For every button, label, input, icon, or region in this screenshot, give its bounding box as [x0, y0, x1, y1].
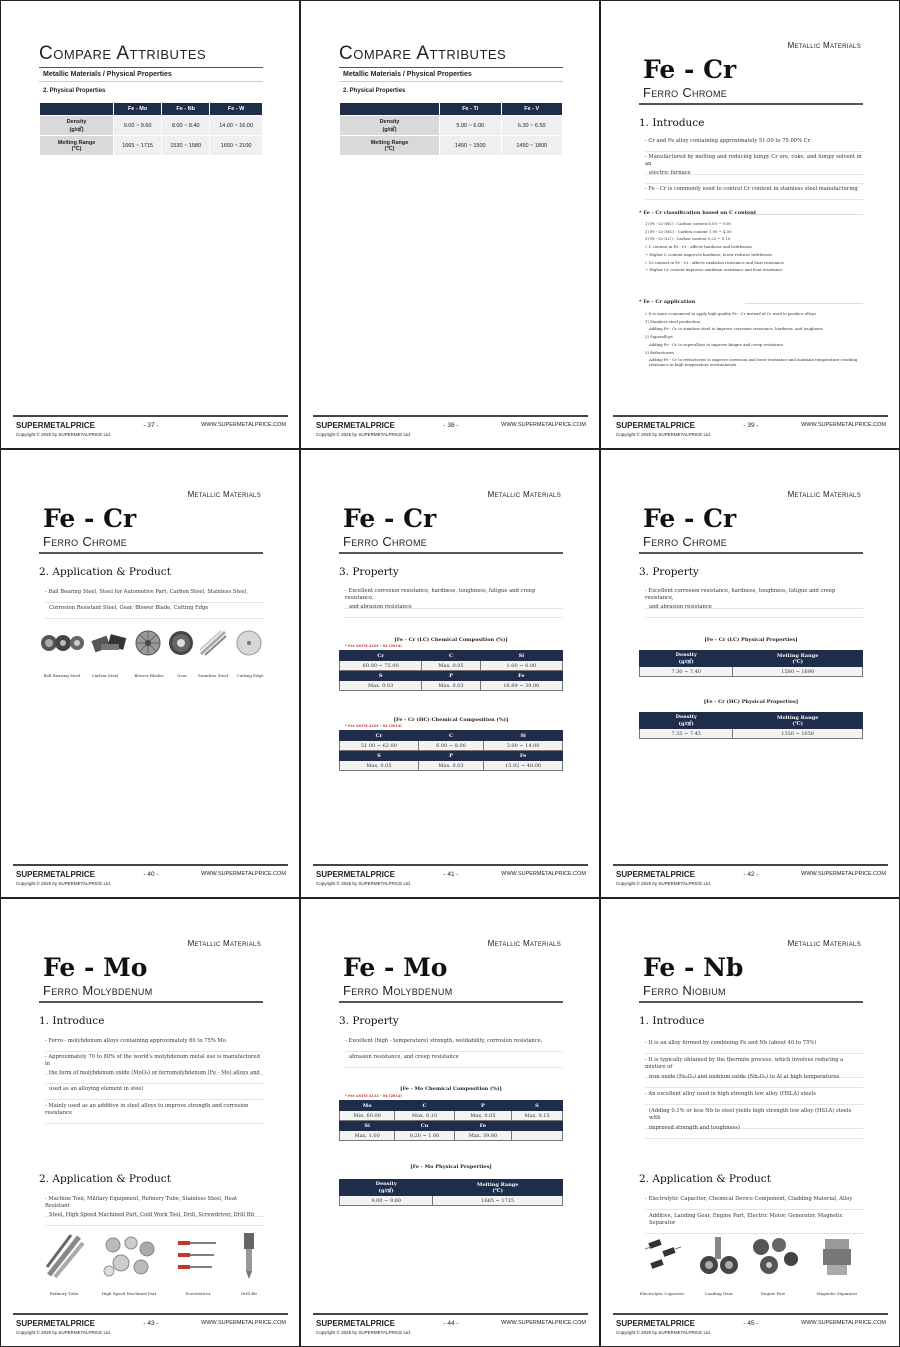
text-line: Corrosion Resistant Steel, Gear, Blower Blade, Cutting Edge: [45, 605, 263, 619]
list-item: √ It is more economical to apply high quality Fe - Cr instead of Cr used to produce alloys: [645, 311, 817, 316]
footer-url[interactable]: WWW.SUPERMETALPRICE.COM: [501, 871, 586, 877]
element-symbol: Fe - Mo: [43, 953, 148, 982]
table-cell: 7.30 ~ 7.40: [640, 667, 733, 677]
divider: [339, 1001, 563, 1003]
text-line: - It is typically obtained by the thermite process, which involves reducing a mixture of: [645, 1057, 863, 1078]
table-cell: 60.00 ~ 75.00: [340, 661, 422, 671]
list-item: 1) Fe - Cr (HC) : Carbon content 6.00 ~ 9.00: [645, 221, 731, 226]
section-heading: 1. Introduce: [639, 1015, 705, 1027]
list-item: Adding Fe - Cr to stainless steel to improve corrosion resistance, hardness, and toughness: [649, 326, 824, 332]
section-title: 2. Physical Properties: [343, 88, 406, 94]
header-cell: Fe: [480, 671, 562, 681]
footer-copyright: Copyright © 2025 by SUPERMETALPRICE Ltd.: [616, 881, 712, 886]
table-cell: 1665 ~ 1715: [433, 1196, 563, 1206]
table-title: [Fe - Cr (LC) Physical Properties]: [704, 637, 798, 643]
product-caption: Screwdriver: [185, 1291, 211, 1296]
table-cell: Max. 0.03: [340, 681, 422, 691]
text-line: - Cr and Fe alloy containing approximately 51.00 to 75.00% Cr: [645, 138, 863, 152]
page-number: - 42 -: [743, 871, 759, 878]
element-name: Ferro Molybdenum: [343, 983, 453, 998]
section-heading: 1. Introduce: [639, 117, 705, 129]
table-cell: Max. 0.10: [395, 1111, 455, 1121]
list-item: 2) Superalloys: [645, 334, 673, 340]
product-carbon-steel-image: [91, 632, 131, 658]
header-cell: Si: [340, 1121, 395, 1131]
compare-table: [339, 102, 563, 156]
page-number: - 45 -: [743, 1320, 759, 1327]
header-text: Density: [375, 1181, 397, 1187]
physical-table-mo: [339, 1179, 563, 1206]
physical-table-hc: [639, 712, 863, 739]
header-cell: C: [395, 1101, 455, 1111]
text-line: - It is an alloy formed by combining Fe and Nb (about 40 to 75%): [645, 1040, 863, 1054]
element-symbol: Fe - Cr: [643, 55, 737, 84]
list-item: → Higher Cr content improves oxidation resistance and heat resistance: [645, 267, 783, 273]
footer-copyright: Copyright © 2025 by SUPERMETALPRICE Ltd.: [316, 881, 412, 886]
page-40: [0, 449, 300, 898]
divider: [39, 81, 263, 82]
chemical-table-mo: [339, 1100, 563, 1141]
section-title: 2. Physical Properties: [43, 88, 106, 94]
text-line: Steel, High Speed Machined Part, Cold Work Tool, Drill, Screwdriver, Drill Bit: [45, 1212, 263, 1226]
page-44: [300, 898, 600, 1347]
label-unit: (℃): [384, 145, 395, 152]
row-label: [40, 136, 114, 156]
list-item: √ C content in Fe - Cr : affects hardness and brittleness: [645, 244, 752, 250]
table-cell: Max. 0.05: [454, 1111, 511, 1121]
divider: [39, 67, 263, 68]
category-label: Metallic Materials: [487, 939, 561, 948]
footer-brand: SUPERMETALPRICE: [616, 1319, 695, 1328]
element-symbol: Fe - Cr: [343, 504, 437, 533]
footer-copyright: Copyright © 2025 by SUPERMETALPRICE Ltd.: [16, 432, 112, 437]
header-cell: Fe: [484, 751, 563, 761]
table-cell: [511, 1131, 562, 1141]
element-name: Ferro Chrome: [43, 534, 128, 549]
footer-copyright: Copyright © 2025 by SUPERMETALPRICE Ltd.: [316, 1330, 412, 1335]
text-line: and abrasion resistance: [345, 604, 563, 618]
table-cell: 51.00 ~ 62.00: [340, 741, 419, 751]
footer-copyright: Copyright © 2025 by SUPERMETALPRICE Ltd.: [16, 1330, 112, 1335]
table-cell: 1450 ~ 1800: [501, 136, 563, 156]
product-ball-bearing-image: [41, 632, 85, 658]
footer-brand: SUPERMETALPRICE: [316, 421, 395, 430]
header-unit: (g/㎤): [378, 1188, 394, 1194]
chemical-table-hc: [339, 730, 563, 771]
footer-brand: SUPERMETALPRICE: [616, 421, 695, 430]
page-number: - 41 -: [443, 871, 459, 878]
footer-brand: SUPERMETALPRICE: [616, 870, 695, 879]
element-name: Ferro Chrome: [343, 534, 428, 549]
table-cell: 3.00 ~ 14.00: [484, 741, 563, 751]
text-line: - Fe - Cr is commonly used to control Cr content in stainless steel manufacturing: [645, 186, 863, 200]
page-number: - 38 -: [443, 422, 459, 429]
table-title: [Fe - Mo Physical Properties]: [410, 1164, 492, 1170]
list-item: √ Cr content in Fe - Cr : affects oxidation resistance and heat resistance: [645, 259, 784, 265]
header-cell: P: [454, 1101, 511, 1111]
footer-url[interactable]: WWW.SUPERMETALPRICE.COM: [201, 1320, 286, 1326]
footer-url[interactable]: WWW.SUPERMETALPRICE.COM: [801, 871, 886, 877]
product-engine-part-image: [749, 1235, 799, 1281]
header-text: Melting Range: [776, 652, 819, 659]
header-cell: Si: [484, 731, 563, 741]
category-label: Metallic Materials: [787, 490, 861, 499]
table-title: [Fe - Cr (LC) Chemical Composition (%)]: [394, 637, 508, 643]
footer-divider: [613, 1313, 888, 1315]
product-caption: Blower Blades: [134, 673, 164, 678]
product-caption: Gear: [177, 673, 187, 678]
footer-copyright: Copyright © 2025 by SUPERMETALPRICE Ltd.: [616, 1330, 712, 1335]
text-line: used as an alloying element in steel: [45, 1086, 263, 1100]
table-cell: 15.92 ~ 40.00: [484, 761, 563, 771]
header-cell: [40, 103, 114, 116]
divider: [339, 81, 563, 82]
section-heading: 2. Application & Product: [639, 1173, 771, 1185]
subsection-title: * Fe - Cr classification based on C content: [639, 210, 757, 216]
header-text: Melting Range: [776, 714, 819, 721]
table-cell: 7.35 ~ 7.45: [640, 729, 733, 739]
element-name: Ferro Niobium: [643, 983, 726, 998]
list-item: 3) Refractories: [645, 349, 674, 355]
list-item: 2) Fe - Cr (MC) : Carbon content 1.00 ~ 4.00: [645, 228, 732, 234]
footer-divider: [313, 415, 588, 417]
product-caption: Cutting Edge: [236, 673, 264, 678]
header-cell: Fe - Ti: [440, 103, 502, 116]
table-cell: 1530 ~ 1580: [162, 136, 210, 156]
footer-url[interactable]: WWW.SUPERMETALPRICE.COM: [801, 1320, 886, 1326]
header-cell: S: [511, 1101, 562, 1111]
header-cell: Mo: [340, 1101, 395, 1111]
header-unit: (g/㎤): [678, 659, 694, 665]
divider: [745, 214, 863, 215]
header-cell: Si: [480, 651, 562, 661]
text-line: Additive, Landing Gear, Engine Part, Electric Motor, Generator, Magnetic Separator: [645, 1213, 863, 1234]
list-item: 3) Fe - Cr (LC) : Carbon content 0.25 ~ 0.10: [645, 236, 731, 242]
table-cell: Max. 39.80: [454, 1131, 511, 1141]
text-line: - Excellent corrosion resistance, hardness, toughness, fatigue and creep resistance,: [645, 588, 863, 609]
table-cell: 6.00 ~ 8.00: [418, 741, 483, 751]
table-cell: Max. 1.00: [340, 1131, 395, 1141]
table-cell: 1650 ~ 2100: [210, 136, 263, 156]
header-text: Density: [675, 714, 697, 720]
header-cell: Cu: [395, 1121, 455, 1131]
table-cell: 9.00 ~ 9.60: [114, 116, 162, 136]
standard-note: * Per ASTM A101 - 04 (2014): [345, 644, 402, 648]
divider: [639, 103, 863, 105]
page-43: [0, 898, 300, 1347]
product-gear-image: [168, 630, 194, 660]
label-text: Melting Range: [57, 139, 96, 146]
header-text: Density: [675, 652, 697, 658]
footer-url[interactable]: WWW.SUPERMETALPRICE.COM: [501, 1320, 586, 1326]
element-symbol: Fe - Cr: [643, 504, 737, 533]
product-caption: Magnetic Separator: [816, 1291, 858, 1296]
text-line: (Adding 0.1% or less Nb to steel yields high strength low alloy (HSLA) steels with: [645, 1108, 863, 1129]
header-cell: [340, 1180, 433, 1196]
footer-divider: [313, 1313, 588, 1315]
footer-brand: SUPERMETALPRICE: [316, 1319, 395, 1328]
standard-note: * Per ASTM A132 - 04 (2014): [345, 1094, 402, 1098]
row-label: [340, 136, 440, 156]
divider: [639, 552, 863, 554]
table-title: [Fe - Cr (HC) Physical Properties]: [703, 699, 799, 705]
divider: [339, 67, 563, 68]
table-cell: 1450 ~ 1500: [440, 136, 502, 156]
product-screwdriver-image: [176, 1237, 220, 1279]
product-refinery-tube-image: [45, 1233, 85, 1283]
footer-url[interactable]: WWW.SUPERMETALPRICE.COM: [201, 422, 286, 428]
page-number: - 43 -: [143, 1320, 159, 1327]
page-38: [300, 0, 600, 449]
table-cell: 16.89 ~ 39.00: [480, 681, 562, 691]
product-caption: Carbon Steel: [91, 673, 119, 678]
table-cell: 1350 ~ 1650: [733, 729, 863, 739]
product-cutting-edge-image: [236, 630, 262, 660]
footer-divider: [313, 864, 588, 866]
compare-table: [39, 102, 263, 156]
text-line: - An excellent alloy used in high strength low alloy (HSLA) steels: [645, 1091, 863, 1105]
section-heading: 3. Property: [339, 566, 399, 578]
header-unit: (g/㎤): [678, 721, 694, 727]
product-caption: Ball Bearing Steel: [43, 673, 81, 678]
header-cell: Fe - W: [210, 103, 263, 116]
footer-divider: [13, 1313, 288, 1315]
header-cell: Fe - Mo: [114, 103, 162, 116]
product-landing-gear-image: [697, 1235, 741, 1281]
page-42: [600, 449, 900, 898]
header-cell: Cr: [340, 731, 419, 741]
header-cell: [733, 651, 863, 667]
divider: [39, 1001, 263, 1003]
footer-divider: [613, 415, 888, 417]
table-cell: Max. 0.15: [511, 1111, 562, 1121]
table-cell: 0.20 ~ 1.00: [395, 1131, 455, 1141]
page-subtitle: Metallic Materials / Physical Properties: [343, 71, 472, 78]
divider: [39, 552, 263, 554]
product-magnetic-separator-image: [819, 1235, 855, 1281]
text-line: - Excellent corrosion resistance, hardness, toughness, fatigue and creep resistance,: [345, 588, 563, 609]
divider: [639, 1001, 863, 1003]
header-unit: (℃): [792, 658, 804, 665]
page-subtitle: Metallic Materials / Physical Properties: [43, 71, 172, 78]
table-cell: 1580 ~ 1690: [733, 667, 863, 677]
element-name: Ferro Molybdenum: [43, 983, 153, 998]
list-item: resistance in high temperature environments: [649, 361, 737, 367]
text-line: - Manufactured by melting and reducing lumpy Cr ore, coke, and lumpy solvent in an: [645, 154, 863, 175]
header-cell: S: [340, 751, 419, 761]
standard-note: * Per ASTM A101 - 04 (2014): [345, 724, 402, 728]
table-cell: Max. 0.03: [418, 761, 483, 771]
section-heading: 3. Property: [339, 1015, 399, 1027]
footer-divider: [613, 864, 888, 866]
label-unit: (g/㎤): [382, 126, 397, 133]
header-cell: [511, 1121, 562, 1131]
classification-list: [645, 222, 867, 273]
header-cell: Fe: [454, 1121, 511, 1131]
page-45: [600, 898, 900, 1347]
header-cell: C: [422, 651, 480, 661]
table-cell: Min. 60.00: [340, 1111, 395, 1121]
footer-copyright: Copyright © 2025 by SUPERMETALPRICE Ltd.: [616, 432, 712, 437]
application-list: [645, 312, 867, 368]
list-item: → Higher C content improves hardness, lower reduces brittleness: [645, 251, 772, 257]
page-37: [0, 0, 300, 449]
list-item: Adding Fe - Cr to refractories to improve corrosion and wear resistance and maintain temperature cracking: [649, 357, 858, 363]
table-cell: Max. 0.03: [422, 681, 480, 691]
text-line: the form of molybdenum oxide (MoO₃) or ferromolybdenum (Fe - Mo) alloys and: [45, 1070, 263, 1084]
page-number: - 40 -: [143, 871, 159, 878]
element-symbol: Fe - Mo: [343, 953, 448, 982]
section-heading: 2. Application & Product: [39, 566, 171, 578]
page-number: - 37 -: [143, 422, 159, 429]
header-unit: (℃): [492, 1187, 504, 1194]
text-line: abrasion resistance, and creep resistance: [345, 1054, 563, 1068]
element-name: Ferro Chrome: [643, 85, 728, 100]
page-number: - 39 -: [743, 422, 759, 429]
product-caption: High Speed Machined Part: [101, 1291, 157, 1296]
text-line: - Approximately 70 to 80% of the world's molybdenum metal use is manufactured in: [45, 1054, 263, 1075]
product-caption: Stainless Steel: [198, 673, 228, 678]
element-symbol: Fe - Cr: [43, 504, 137, 533]
footer-brand: SUPERMETALPRICE: [316, 870, 395, 879]
table-cell: 5.00 ~ 6.00: [440, 116, 502, 136]
product-caption: Electrolytic Capacitor: [639, 1291, 685, 1296]
page-title: Compare Attributes: [339, 43, 507, 64]
physical-table-lc: [639, 650, 863, 677]
page-41: [300, 449, 600, 898]
header-cell: Fe - Nb: [162, 103, 210, 116]
label-text: Density: [66, 118, 87, 125]
divider: [745, 303, 863, 304]
text-line: - Mainly used as an additive in steel alloys to improve strength and corrosion resistance: [45, 1103, 263, 1124]
footer-url[interactable]: WWW.SUPERMETALPRICE.COM: [801, 422, 886, 428]
footer-url[interactable]: WWW.SUPERMETALPRICE.COM: [501, 422, 586, 428]
text-line: and abrasion resistance: [645, 604, 863, 618]
table-cell: 9.00 ~ 9.60: [340, 1196, 433, 1206]
footer-brand: SUPERMETALPRICE: [16, 870, 95, 879]
label-text: Melting Range: [370, 139, 409, 146]
section-heading: 2. Application & Product: [39, 1173, 171, 1185]
element-name: Ferro Chrome: [643, 534, 728, 549]
category-label: Metallic Materials: [787, 939, 861, 948]
footer-copyright: Copyright © 2025 by SUPERMETALPRICE Ltd.: [316, 432, 412, 437]
label-unit: (℃): [71, 145, 82, 152]
table-cell: 8.00 ~ 8.40: [162, 116, 210, 136]
product-caption: Landing Gear: [705, 1291, 733, 1296]
category-label: Metallic Materials: [787, 41, 861, 50]
page-number: - 44 -: [443, 1320, 459, 1327]
text-line: - Excellent (high - temperature) strength, weldability, corrosion resistance,: [345, 1038, 563, 1052]
product-blower-blade-image: [135, 630, 161, 660]
header-cell: [340, 103, 440, 116]
footer-url[interactable]: WWW.SUPERMETALPRICE.COM: [201, 871, 286, 877]
row-label: [40, 116, 114, 136]
header-cell: P: [418, 751, 483, 761]
subsection-title: * Fe - Cr application: [639, 299, 696, 305]
product-drill-bit-image: [239, 1233, 259, 1283]
header-cell: Cr: [340, 651, 422, 661]
header-cell: C: [418, 731, 483, 741]
section-heading: 3. Property: [639, 566, 699, 578]
product-caption: Refinery Tube: [49, 1291, 79, 1296]
category-label: Metallic Materials: [187, 490, 261, 499]
divider: [339, 552, 563, 554]
header-cell: [640, 651, 733, 667]
label-text: Density: [379, 118, 400, 125]
table-cell: 1.00 ~ 8.00: [480, 661, 562, 671]
footer-divider: [13, 864, 288, 866]
header-cell: Fe - V: [501, 103, 563, 116]
text-line: electric furnace: [645, 170, 863, 184]
text-line: - Ball Bearing Steel, Steel for Automotive Part, Carbon Steel, Stainless Steel,: [45, 589, 263, 603]
table-title: [Fe - Cr (HC) Chemical Composition (%)]: [393, 717, 509, 723]
table-cell: 1665 ~ 1715: [114, 136, 162, 156]
text-line: - Machine Tool, Military Equipment, Refinery Tube, Stainless Steel, Heat Resistant: [45, 1196, 263, 1217]
chemical-table-lc: [339, 650, 563, 691]
header-cell: [640, 713, 733, 729]
header-unit: (℃): [792, 720, 804, 727]
row-label: [340, 116, 440, 136]
table-title: [Fe - Mo Chemical Composition (%)]: [400, 1086, 502, 1092]
table-cell: 6.30 ~ 6.50: [501, 116, 563, 136]
header-cell: S: [340, 671, 422, 681]
footer-brand: SUPERMETALPRICE: [16, 421, 95, 430]
section-heading: 1. Introduce: [39, 1015, 105, 1027]
product-stainless-steel-image: [199, 630, 227, 660]
category-label: Metallic Materials: [187, 939, 261, 948]
table-cell: 14.00 ~ 16.00: [210, 116, 263, 136]
product-machined-part-image: [101, 1233, 157, 1283]
product-caption: Drill Bit: [240, 1291, 258, 1296]
page-title: Compare Attributes: [39, 43, 207, 64]
header-cell: P: [422, 671, 480, 681]
element-symbol: Fe - Nb: [643, 953, 744, 982]
footer-copyright: Copyright © 2025 by SUPERMETALPRICE Ltd.: [16, 881, 112, 886]
footer-brand: SUPERMETALPRICE: [16, 1319, 95, 1328]
category-label: Metallic Materials: [487, 490, 561, 499]
product-caption: Engine Part: [761, 1291, 785, 1296]
table-cell: Max. 0.05: [422, 661, 480, 671]
list-item: 1) Stainless steel production: [645, 318, 701, 324]
header-text: Melting Range: [476, 1181, 519, 1188]
text-line: improved strength and toughness): [645, 1125, 863, 1139]
text-line: - Electrolytic Capacitor, Chemical Device Component, Cladding Material, Alloy: [645, 1196, 863, 1210]
header-cell: [433, 1180, 563, 1196]
text-line: - Ferro - molybdenum alloys containing approximately 60 to 75% Mo: [45, 1038, 263, 1052]
page-39: [600, 0, 900, 449]
label-unit: (g/㎤): [69, 126, 84, 133]
header-cell: [733, 713, 863, 729]
footer-divider: [13, 415, 288, 417]
text-line: iron oxide (Fe₂O₃) and niobium oxide (Nb₂O₅) to Al at high temperatures: [645, 1074, 863, 1088]
product-electrolytic-capacitor-image: [645, 1237, 681, 1281]
table-cell: Max. 0.05: [340, 761, 419, 771]
list-item: Adding Fe - Cr to superalloys to improve fatigue and creep resistance: [649, 341, 784, 347]
